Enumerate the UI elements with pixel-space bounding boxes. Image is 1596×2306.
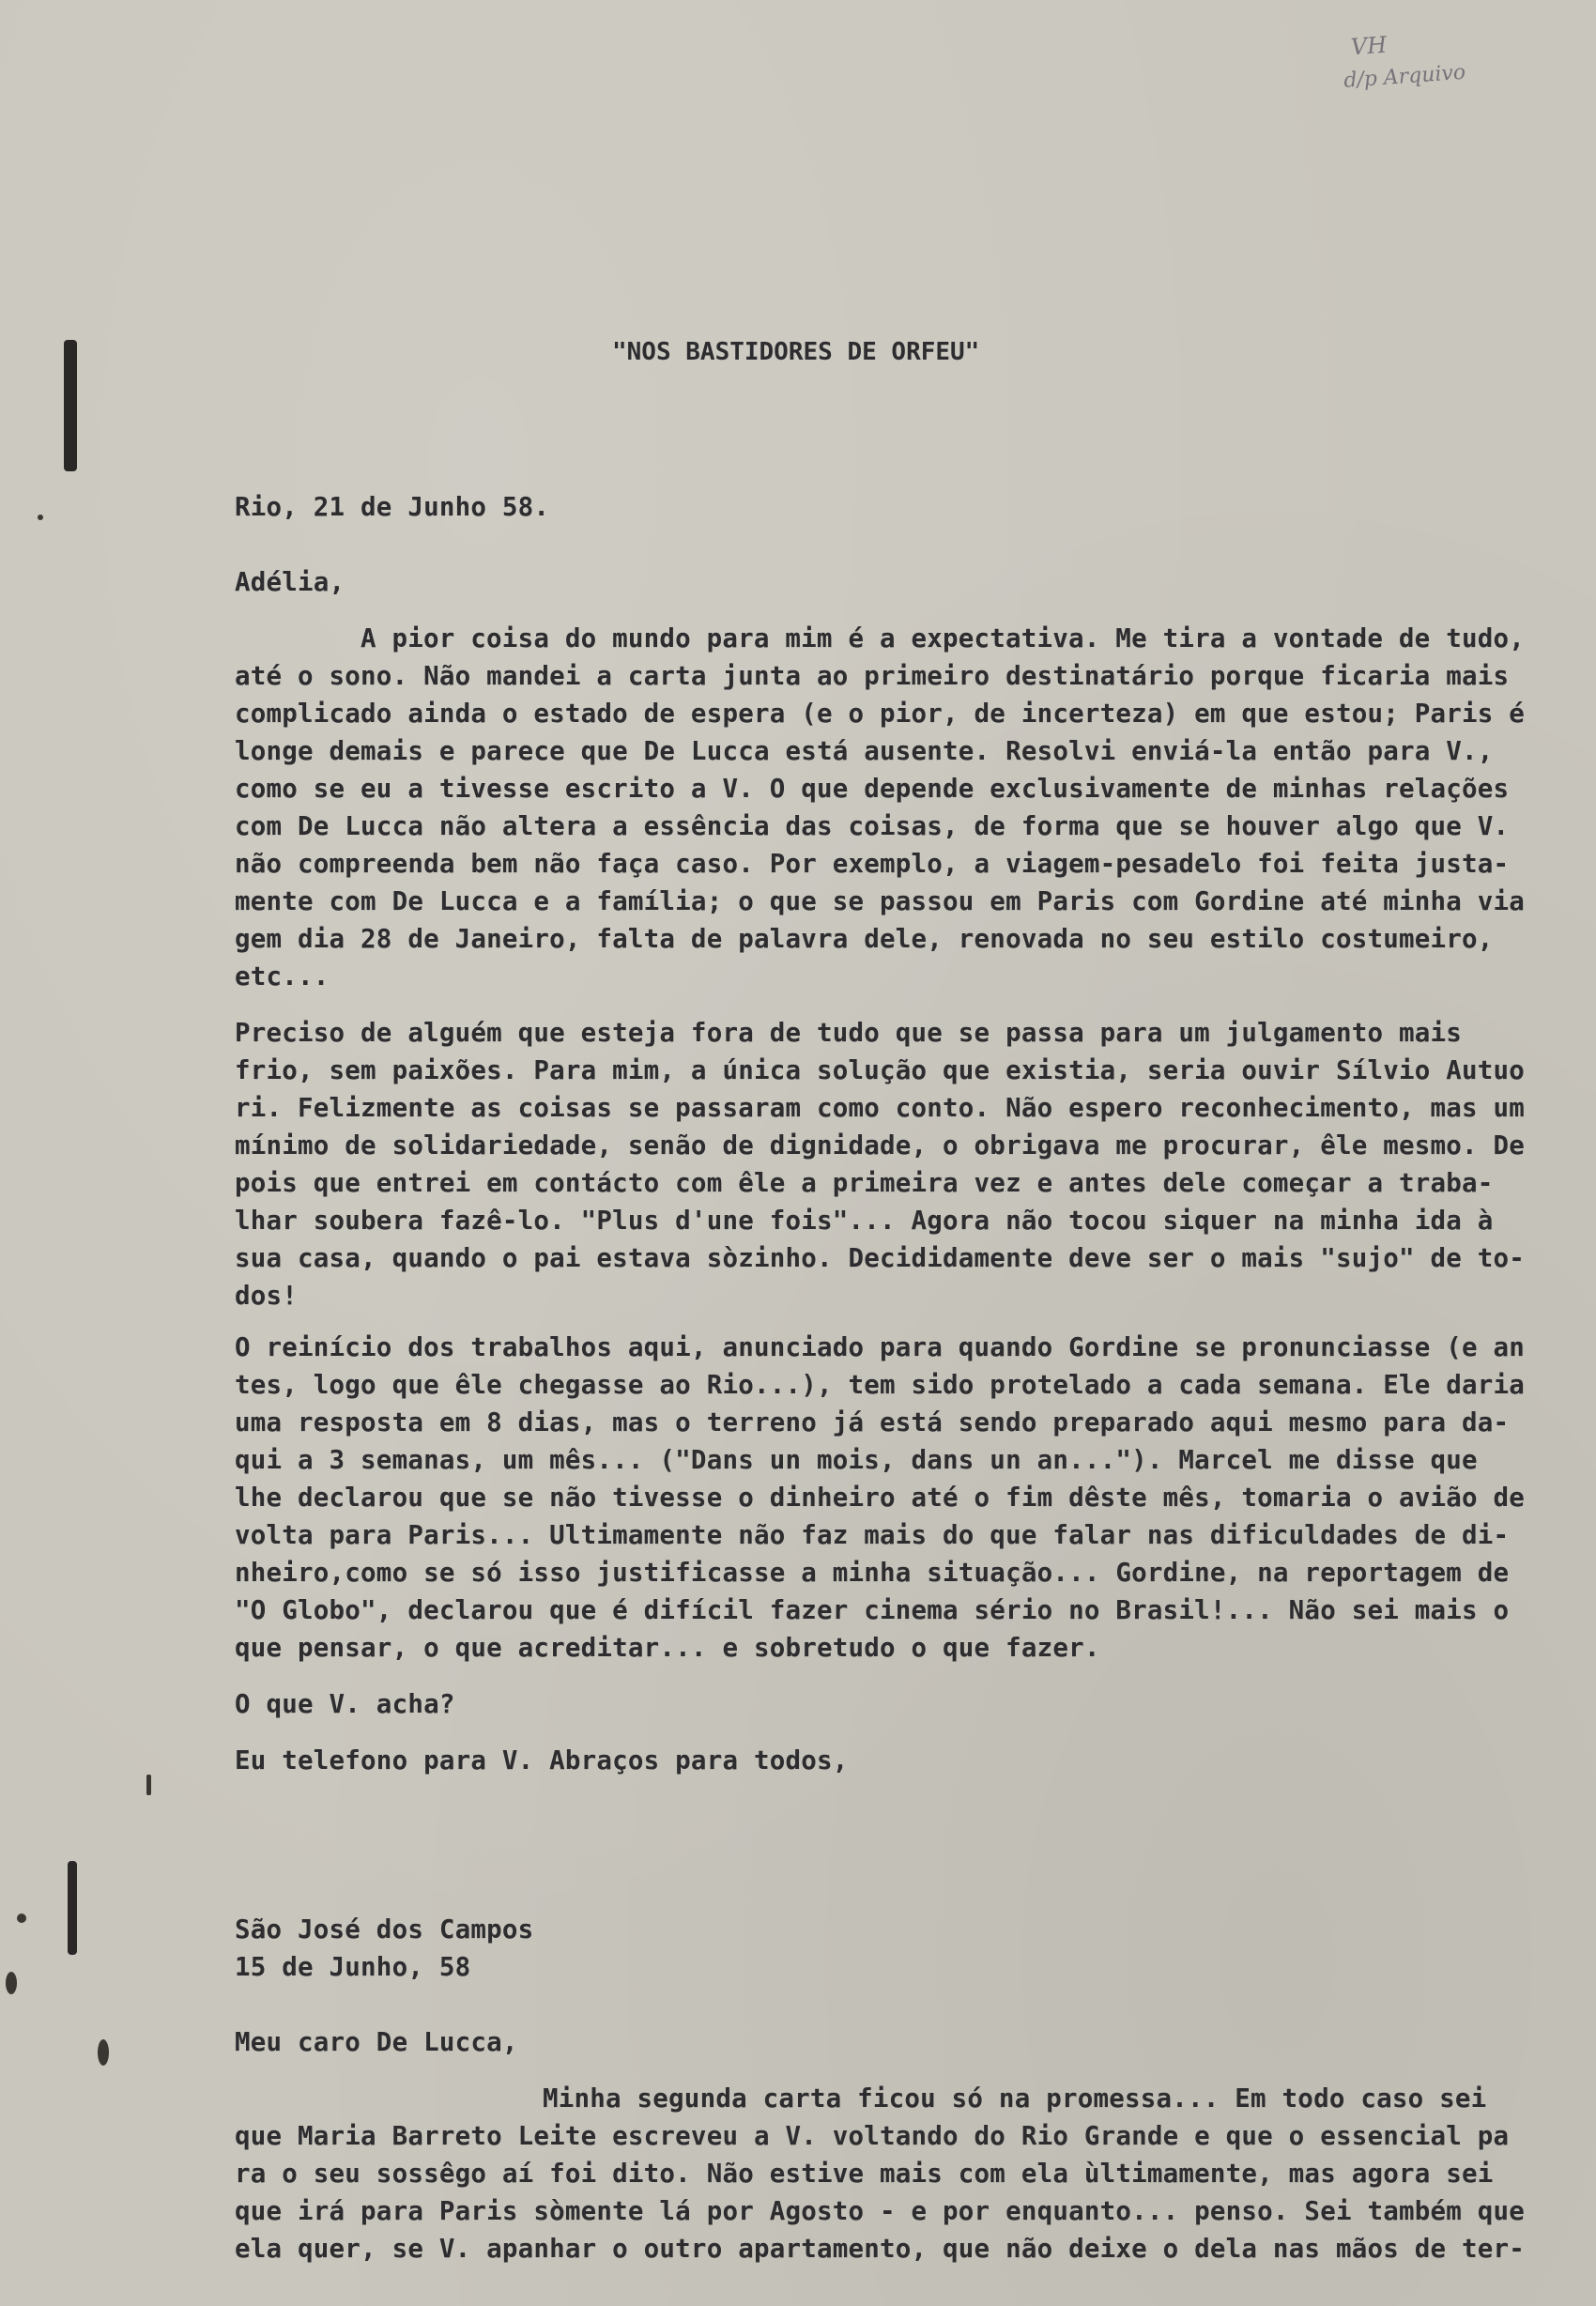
text-line: gem dia 28 de Janeiro, falta de palavra dele, renovada no seu estilo costumeiro, (235, 924, 1494, 954)
handwritten-archive-note (1343, 23, 1467, 98)
text-line: ela quer, se V. apanhar o outro apartamento, que não deixe o dela nas mãos de ter- (235, 2234, 1526, 2264)
punch-hole-mark (68, 1861, 77, 1955)
text-line: nheiro,como se só isso justificasse a minha situação... Gordine, na reportagem de (235, 1558, 1510, 1588)
text-line: ra o seu sossêgo aí foi dito. Não estive mais com ela ùltimamente, mas agora sei (235, 2159, 1494, 2189)
text-line: Minha segunda carta ficou só na promessa... Em todo caso sei (543, 2083, 1487, 2114)
text-line: "O Globo", declarou que é difícil fazer cinema sério no Brasil!... Não sei mais o (235, 1595, 1510, 1625)
letter-salutation: Adélia, (235, 567, 345, 597)
paper-speck (98, 2039, 109, 2066)
text-line: longe demais e parece que De Lucca está ausente. Resolvi enviá-la então para V., (235, 736, 1494, 766)
paper-speck (38, 515, 43, 520)
text-line: mente com De Lucca e a família; o que se passou em Paris com Gordine até minha via (235, 886, 1526, 916)
text-line: frio, sem paixões. Para mim, a única solução que existia, seria ouvir Sílvio Autuo (235, 1055, 1526, 1085)
text-line: O reinício dos trabalhos aqui, anunciado para quando Gordine se pronunciasse (e an (235, 1332, 1526, 1362)
text-line: que pensar, o que acreditar... e sobretudo o que fazer. (235, 1633, 1100, 1663)
letter-salutation: Meu caro De Lucca, (235, 2027, 518, 2057)
text-line: ri. Felizmente as coisas se passaram como conto. Não espero reconhecimento, mas um (235, 1093, 1526, 1123)
letter-date: Rio, 21 de Junho 58. (235, 492, 550, 522)
text-line: com De Lucca não altera a essência das coisas, de forma que se houver algo que V. (235, 811, 1510, 841)
text-line: tes, logo que êle chegasse ao Rio...), tem sido protelado a cada semana. Ele daria (235, 1370, 1526, 1400)
text-line: complicado ainda o estado de espera (e o pior, de incerteza) em que estou; Paris é (235, 699, 1526, 729)
text-line: que Maria Barreto Leite escreveu a V. voltando do Rio Grande e que o essencial pa (235, 2121, 1510, 2151)
text-line: Eu telefono para V. Abraços para todos, (235, 1745, 849, 1776)
text-line: A pior coisa do mundo para mim é a expectativa. Me tira a vontade de tudo, (361, 623, 1525, 653)
text-line: sua casa, quando o pai estava sòzinho. Decididamente deve ser o mais "sujo" de to- (235, 1243, 1526, 1273)
text-line: pois que entrei em contácto com êle a primeira vez e antes dele começar a traba- (235, 1168, 1494, 1198)
handwritten-note-line: d/p Arquivo (1343, 60, 1466, 93)
paper-speck (6, 1972, 17, 1994)
paper-speck (17, 1914, 26, 1923)
text-line: Preciso de alguém que esteja fora de tudo que se passa para um julgamento mais (235, 1018, 1462, 1048)
text-line: mínimo de solidariedade, senão de dignidade, o obrigava me procurar, êle mesmo. De (235, 1130, 1526, 1161)
text-line: volta para Paris... Ultimamente não faz mais do que falar nas dificuldades de di- (235, 1520, 1510, 1550)
text-line: etc... (235, 961, 330, 992)
punch-hole-mark (64, 340, 77, 471)
text-line: qui a 3 semanas, um mês... ("Dans un mois, dans un an..."). Marcel me disse que (235, 1445, 1478, 1475)
letter-date: 15 de Junho, 58 (235, 1952, 471, 1982)
letter-place: São José dos Campos (235, 1914, 534, 1945)
text-line: uma resposta em 8 dias, mas o terreno já está sendo preparado aqui mesmo para da- (235, 1407, 1510, 1437)
text-line: lhar soubera fazê-lo. "Plus d'une fois"... Agora não tocou siquer na minha ida à (235, 1206, 1494, 1236)
paper-speck (146, 1775, 151, 1795)
text-line: até o sono. Não mandei a carta junta ao primeiro destinatário porque ficaria mais (235, 661, 1510, 691)
text-line: não compreenda bem não faça caso. Por exemplo, a viagem-pesadelo foi feita justa- (235, 849, 1510, 879)
document-title: "NOS BASTIDORES DE ORFEU" (612, 338, 980, 366)
handwritten-note-line: VH (1349, 31, 1389, 61)
text-line: como se eu a tivesse escrito a V. O que depende exclusivamente de minhas relações (235, 774, 1510, 804)
text-line: que irá para Paris sòmente lá por Agosto - e por enquanto... penso. Sei também que (235, 2196, 1526, 2226)
text-line: dos! (235, 1281, 299, 1311)
text-line: lhe declarou que se não tivesse o dinheiro até o fim dêste mês, tomaria o avião de (235, 1483, 1526, 1513)
text-line: O que V. acha? (235, 1689, 455, 1719)
